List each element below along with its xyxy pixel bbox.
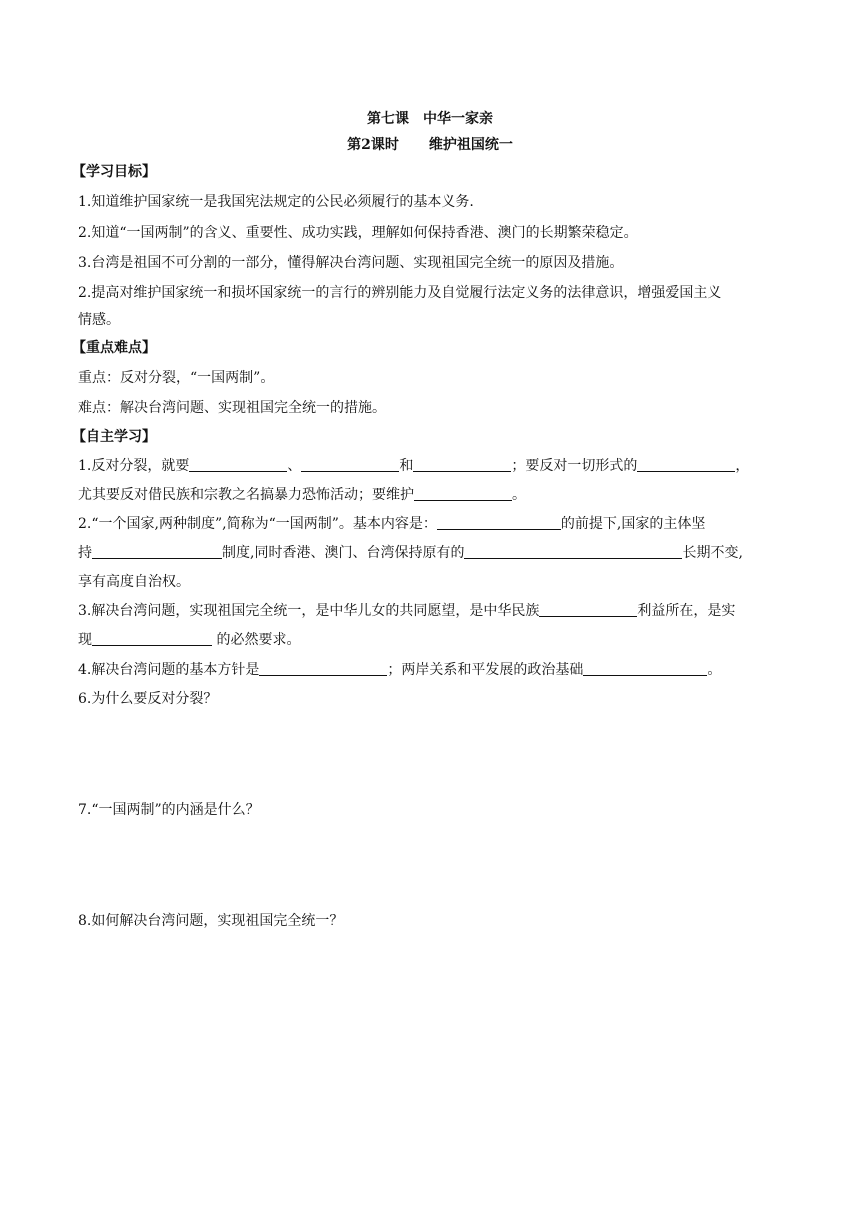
- q1-text-b: 、: [287, 458, 302, 474]
- question-7: 7.“一国两制”的内涵是什么？: [78, 802, 260, 818]
- question-2-line-1: [78, 515, 783, 533]
- q2-blank-2[interactable]: [92, 545, 222, 559]
- question-1-line-2: [78, 486, 783, 504]
- question-3-line-1: [78, 602, 783, 620]
- q1-text-d: ；要反对一切形式的: [511, 458, 638, 474]
- q2-text-b: 的前提下,国家的主体坚: [560, 516, 706, 532]
- q3-text-b: 利益所在，是实: [637, 603, 736, 619]
- q3-text-c: 现: [78, 632, 92, 648]
- key-points-heading: 【重点难点】: [72, 340, 156, 356]
- goal-item-4-cont: 情感。: [78, 312, 120, 328]
- lesson-subtitle: [0, 136, 860, 154]
- question-6: 6.为什么要反对分裂？: [78, 691, 218, 707]
- q2-text-e: 长期不变,: [682, 545, 743, 561]
- q4-blank-1[interactable]: [259, 662, 387, 676]
- difficulty-text: 难点：解决台湾问题、实现祖国完全统一的措施。: [78, 400, 386, 416]
- q1-text-f: 尤其要反对借民族和宗教之名搞暴力恐怖活动；要维护: [78, 487, 414, 503]
- self-study-heading: 【自主学习】: [72, 429, 156, 445]
- q4-text-a: 4.解决台湾问题的基本方针是: [78, 662, 260, 678]
- q1-blank-5[interactable]: [414, 487, 512, 501]
- goal-item-2: 2.知道“一国两制”的含义、重要性、成功实践，理解如何保持香港、澳门的长期繁荣稳定。: [78, 225, 638, 241]
- question-1-line-1: [78, 457, 783, 475]
- q3-blank-1[interactable]: [539, 603, 637, 617]
- period-name: 维护祖国统一: [428, 137, 513, 153]
- q4-text-c: 。: [707, 662, 722, 678]
- q4-text-b: ；两岸关系和平发展的政治基础: [387, 662, 584, 678]
- q1-blank-2[interactable]: [301, 458, 399, 472]
- lesson-name: 中华一家亲: [423, 111, 493, 127]
- q2-blank-1[interactable]: [437, 516, 561, 530]
- q1-text-g: 。: [512, 487, 526, 503]
- q1-text-c: 和: [399, 458, 414, 474]
- question-2-line-3: 享有高度自治权。: [78, 574, 190, 590]
- goals-heading: 【学习目标】: [72, 164, 156, 180]
- goal-item-3: 3.台湾是祖国不可分割的一部分，懂得解决台湾问题、实现祖国完全统一的原因及措施。: [78, 255, 624, 271]
- focus-text: 重点：反对分裂，“一国两制”。: [78, 370, 275, 386]
- question-4-line: [78, 661, 783, 679]
- q1-blank-1[interactable]: [189, 458, 287, 472]
- q1-text-e: ，: [735, 458, 750, 474]
- lesson-number: 第七课: [367, 111, 409, 127]
- goal-item-4: 2.提高对维护国家统一和损坏国家统一的言行的辨别能力及自觉履行法定义务的法律意识，增强爱国主义: [78, 285, 722, 301]
- q1-text-a: 1.反对分裂，就要: [78, 458, 190, 474]
- q3-blank-2[interactable]: [92, 632, 212, 646]
- q1-blank-4[interactable]: [637, 458, 735, 472]
- q2-blank-3[interactable]: [464, 545, 682, 559]
- question-8: 8.如何解决台湾问题，实现祖国完全统一？: [78, 913, 344, 929]
- lesson-title: [0, 110, 860, 128]
- q2-text-c: 持: [78, 545, 92, 561]
- q3-text-d: 的必然要求。: [212, 632, 301, 648]
- q2-text-d: 制度,同时香港、澳门、台湾保持原有的: [222, 545, 465, 561]
- question-3-line-2: [78, 631, 783, 649]
- q4-blank-2[interactable]: [583, 662, 707, 676]
- q2-text-a: 2.“一个国家,两种制度”,简称为“一国两制”。基本内容是：: [78, 516, 437, 532]
- q1-blank-3[interactable]: [413, 458, 511, 472]
- question-2-line-2: [78, 544, 783, 562]
- goal-item-1: 1.知道维护国家统一是我国宪法规定的公民必须履行的基本义务.: [78, 194, 474, 210]
- q3-text-a: 3.解决台湾问题，实现祖国完全统一，是中华儿女的共同愿望，是中华民族: [78, 603, 540, 619]
- period-number: 第2课时: [347, 137, 399, 153]
